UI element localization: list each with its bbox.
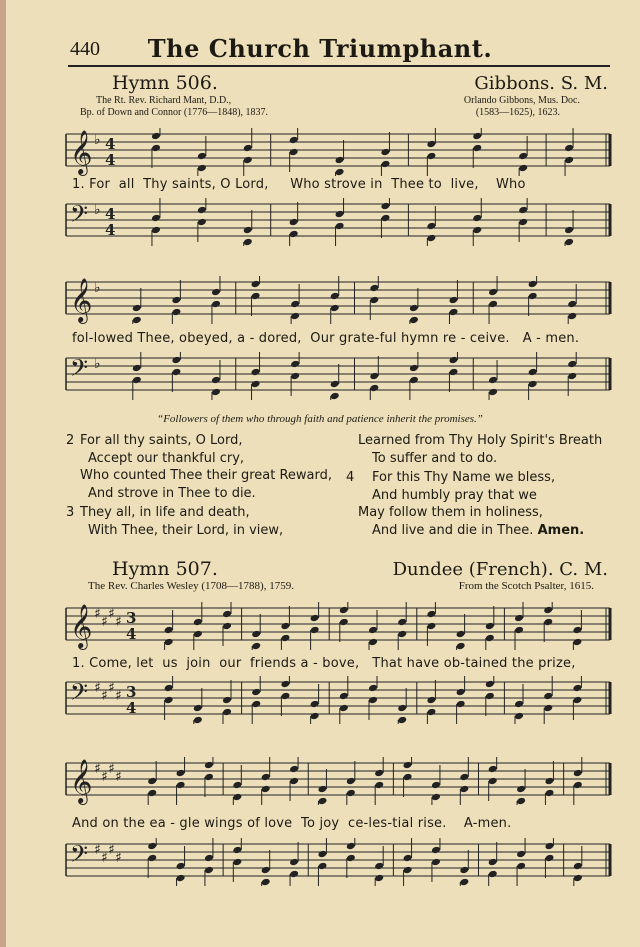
svg-text:𝄢: 𝄢: [70, 200, 89, 233]
amen: Amen.: [537, 522, 585, 538]
svg-text:♯: ♯: [101, 614, 108, 630]
verse-line: They all, in life and death,: [80, 505, 250, 520]
music-system-4-treble: [62, 757, 612, 805]
svg-text:♯: ♯: [115, 614, 122, 630]
hymn-507-lyrics-2: And on the ea - gle wings of love To joy ce-les-tial rise. A-men.: [72, 816, 512, 831]
svg-text:♯: ♯: [101, 769, 108, 785]
svg-text:♯: ♯: [94, 680, 101, 696]
svg-text:♯: ♯: [101, 688, 108, 704]
svg-text:♯: ♯: [108, 842, 115, 858]
music-system-1-treble: [62, 128, 612, 176]
music-system-3-bass: [62, 676, 612, 724]
svg-text:𝄢: 𝄢: [70, 840, 89, 873]
svg-text:♭: ♭: [94, 132, 101, 148]
hymn-506-author-2: Bp. of Down and Connor (1776—1848), 1837.: [80, 107, 269, 118]
svg-text:♭: ♭: [94, 356, 101, 372]
verse-line: And humbly pray that we: [372, 487, 537, 503]
svg-text:𝄞: 𝄞: [70, 604, 93, 648]
verse-number: 3: [66, 505, 75, 520]
running-title: The Church Triumphant.: [147, 34, 493, 63]
music-system-4-bass: [62, 838, 612, 886]
scripture-quote: “Followers of them who through faith and patience inherit the promises.”: [157, 413, 483, 425]
svg-text:♯: ♯: [115, 769, 122, 785]
svg-text:4: 4: [126, 699, 137, 717]
svg-text:4: 4: [105, 151, 116, 169]
svg-text:𝄢: 𝄢: [70, 678, 89, 711]
svg-text:♯: ♯: [94, 761, 101, 777]
verse-line: And live and die in Thee.: [372, 522, 534, 538]
page-edge: [0, 0, 6, 947]
verses-right: [346, 432, 603, 539]
svg-text:♯: ♯: [108, 680, 115, 696]
svg-text:♯: ♯: [94, 606, 101, 622]
verse-line: For all thy saints, O Lord,: [80, 433, 243, 448]
svg-text:♯: ♯: [115, 688, 122, 704]
hymn-506-lyrics-1: 1. For all Thy saints, O Lord, Who strove in Thee to live, Who: [72, 177, 526, 192]
svg-text:4: 4: [126, 625, 137, 643]
verse-4: [346, 469, 602, 539]
music-system-2-treble: [62, 276, 612, 324]
page-number: 440: [70, 38, 100, 60]
svg-text:♯: ♯: [101, 850, 108, 866]
music-system-2-bass: [62, 352, 612, 400]
verse-number: 4: [346, 470, 355, 485]
verse-2: [66, 432, 333, 502]
svg-text:♭: ♭: [94, 280, 101, 296]
header-rule: [68, 65, 610, 67]
svg-text:3: 3: [126, 683, 137, 701]
hymn-507-title: Hymn 507.: [112, 558, 218, 580]
hymn-506-title: Hymn 506.: [112, 72, 218, 94]
svg-text:𝄞: 𝄞: [70, 130, 93, 174]
svg-text:♯: ♯: [94, 842, 101, 858]
hymn-506-tune: Gibbons. S. M.: [474, 73, 608, 94]
svg-text:♯: ♯: [108, 606, 115, 622]
verse-line: And strove in Thee to die.: [88, 485, 256, 501]
verse-3: [66, 504, 332, 539]
verse-line: May follow them in holiness,: [358, 505, 543, 520]
hymn-507-tune: Dundee (French). C. M.: [392, 559, 608, 580]
verses-left: [66, 432, 333, 539]
hymn-506-author-1: The Rt. Rev. Richard Mant, D.D.,: [96, 95, 232, 106]
hymn-507-author: The Rev. Charles Wesley (1708—1788), 1759.: [88, 580, 294, 592]
svg-text:4: 4: [105, 205, 116, 223]
svg-text:♭: ♭: [94, 202, 101, 218]
svg-text:𝄞: 𝄞: [70, 759, 93, 803]
verse-number: 2: [66, 433, 75, 448]
svg-text:3: 3: [126, 609, 137, 627]
svg-text:𝄞: 𝄞: [70, 278, 93, 322]
svg-text:♯: ♯: [108, 761, 115, 777]
svg-text:𝄢: 𝄢: [70, 354, 89, 387]
verse-line: To suffer and to do.: [372, 450, 498, 466]
verse-line: Learned from Thy Holy Spirit's Breath: [358, 433, 603, 448]
verse-line: Who counted Thee their great Reward,: [80, 468, 333, 483]
verse-line: Accept our thankful cry,: [88, 450, 245, 466]
hymn-506-composer-2: (1583—1625), 1623.: [475, 107, 560, 118]
hymn-507-source: From the Scotch Psalter, 1615.: [458, 580, 594, 592]
svg-text:♯: ♯: [115, 850, 122, 866]
svg-text:4: 4: [105, 221, 116, 239]
music-system-1-bass: [62, 198, 612, 246]
hymn-507-lyrics-1: 1. Come, let us join our friends a - bove, That have ob-tained the prize,: [72, 656, 576, 671]
hymn-506-composer-1: Orlando Gibbons, Mus. Doc.: [463, 95, 580, 106]
verse-line: With Thee, their Lord, in view,: [88, 522, 284, 538]
music-system-3-treble: [62, 602, 612, 650]
hymn-506-lyrics-2: fol-lowed Thee, obeyed, a - dored, Our grate-ful hymn re - ceive. A - men.: [72, 331, 580, 346]
svg-text:4: 4: [105, 135, 116, 153]
verse-line: For this Thy Name we bless,: [372, 470, 556, 485]
